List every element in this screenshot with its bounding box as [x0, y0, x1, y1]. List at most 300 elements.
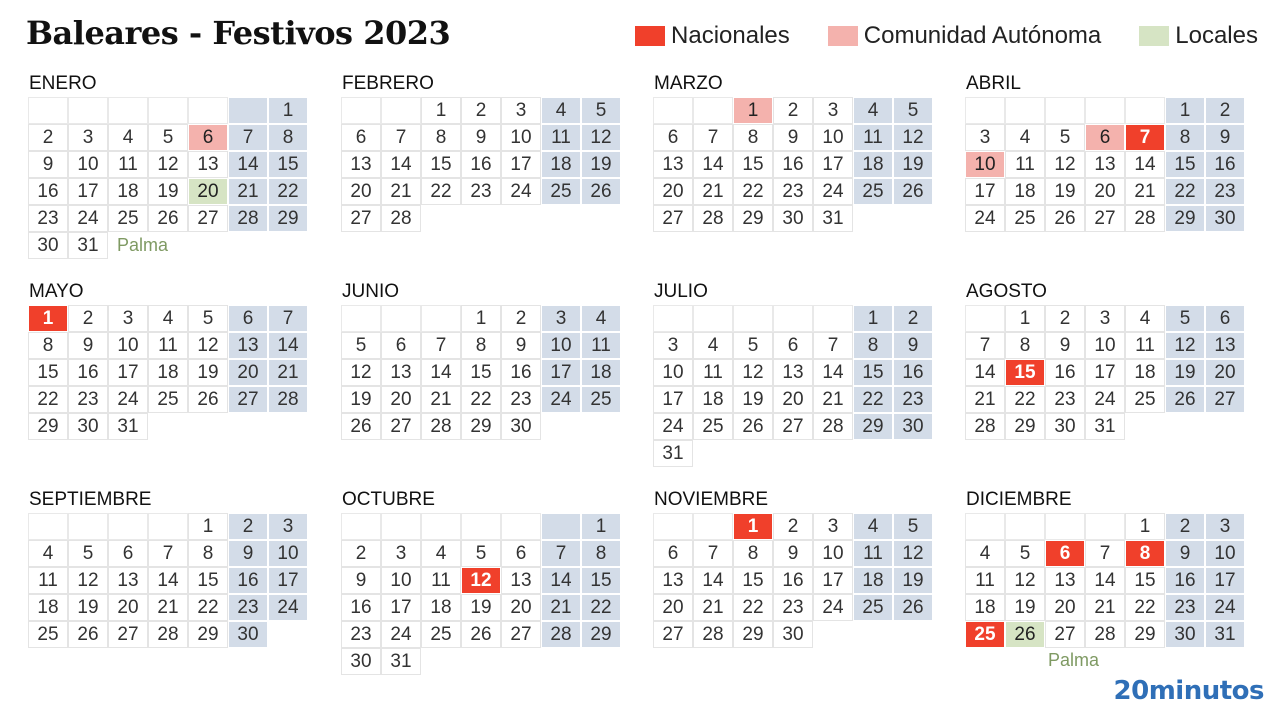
- day-cell: 31: [654, 441, 692, 466]
- empty-cell: [734, 306, 772, 331]
- empty-cell: [694, 514, 732, 539]
- day-cell: 7: [382, 125, 420, 150]
- day-cell: 5: [69, 541, 107, 566]
- day-cell: 14: [694, 152, 732, 177]
- legend-item-comunidad: [828, 22, 1102, 50]
- day-cell: 27: [1206, 387, 1244, 412]
- month-febrero: [342, 72, 632, 231]
- day-cell: 29: [1006, 414, 1044, 439]
- empty-cell: [109, 98, 147, 123]
- empty-cell: [814, 306, 852, 331]
- day-cell: 3: [542, 306, 580, 331]
- day-cell: 29: [29, 414, 67, 439]
- day-cell: 11: [694, 360, 732, 385]
- empty-cell: [1006, 514, 1044, 539]
- day-cell: 17: [269, 568, 307, 593]
- day-cell: 20: [1046, 595, 1084, 620]
- day-cell: 11: [109, 152, 147, 177]
- day-cell: 13: [1086, 152, 1124, 177]
- empty-cell: [109, 514, 147, 539]
- day-cell: 4: [109, 125, 147, 150]
- day-cell: 12: [894, 541, 932, 566]
- legend-item-locales: [1139, 22, 1258, 50]
- holiday-day-cell: 1: [734, 98, 772, 123]
- day-cell: 21: [694, 595, 732, 620]
- day-cell: 10: [542, 333, 580, 358]
- day-cell: 5: [342, 333, 380, 358]
- day-cell: 25: [1126, 387, 1164, 412]
- day-cell: 13: [654, 152, 692, 177]
- day-cell: 3: [814, 514, 852, 539]
- empty-cell: [462, 514, 500, 539]
- day-cell: 22: [1166, 179, 1204, 204]
- day-cell: 9: [774, 125, 812, 150]
- holiday-day-cell: 15: [1006, 360, 1044, 385]
- day-cell: 8: [189, 541, 227, 566]
- day-cell: 22: [1006, 387, 1044, 412]
- month-name: JUNIO: [342, 281, 399, 302]
- day-cell: 24: [502, 179, 540, 204]
- brand-logo: 20minutos: [1113, 676, 1264, 706]
- day-cell: 15: [734, 152, 772, 177]
- day-cell: 19: [462, 595, 500, 620]
- day-cell: 15: [582, 568, 620, 593]
- day-cell: 23: [774, 179, 812, 204]
- day-cell: 23: [1206, 179, 1244, 204]
- day-cell: 25: [854, 179, 892, 204]
- day-cell: 29: [1166, 206, 1204, 231]
- day-cell: 4: [1006, 125, 1044, 150]
- month-name: JULIO: [654, 281, 708, 302]
- day-cell: 31: [814, 206, 852, 231]
- page-title: Baleares - Festivos 2023: [26, 14, 451, 52]
- day-cell: 29: [1126, 622, 1164, 647]
- day-cell: 14: [966, 360, 1004, 385]
- day-cell: 11: [582, 333, 620, 358]
- day-cell: 21: [542, 595, 580, 620]
- day-cell: 11: [854, 125, 892, 150]
- day-cell: 9: [774, 541, 812, 566]
- day-cell: 12: [69, 568, 107, 593]
- day-cell: 16: [774, 152, 812, 177]
- day-cell: 11: [854, 541, 892, 566]
- day-cell: 20: [342, 179, 380, 204]
- day-cell: 6: [654, 541, 692, 566]
- day-cell: 20: [654, 595, 692, 620]
- day-cell: 17: [814, 152, 852, 177]
- day-cell: 2: [29, 125, 67, 150]
- empty-cell: [966, 306, 1004, 331]
- day-cell: 15: [854, 360, 892, 385]
- day-cell: 21: [1126, 179, 1164, 204]
- day-cell: 30: [1046, 414, 1084, 439]
- day-cell: 17: [502, 152, 540, 177]
- day-cell: 5: [734, 333, 772, 358]
- day-cell: 31: [1206, 622, 1244, 647]
- legend-label-nacionales: Nacionales: [671, 22, 790, 49]
- month-agosto: [966, 280, 1256, 439]
- day-cell: 26: [1046, 206, 1084, 231]
- day-cell: 4: [149, 306, 187, 331]
- empty-cell: [342, 514, 380, 539]
- day-cell: 22: [734, 595, 772, 620]
- day-cell: 5: [462, 541, 500, 566]
- day-cell: 11: [966, 568, 1004, 593]
- day-cell: 7: [694, 125, 732, 150]
- empty-cell: [1006, 98, 1044, 123]
- day-cell: 7: [422, 333, 460, 358]
- day-cell: 6: [229, 306, 267, 331]
- day-cell: 12: [342, 360, 380, 385]
- day-cell: 12: [189, 333, 227, 358]
- day-cell: 4: [542, 98, 580, 123]
- day-cell: 26: [342, 414, 380, 439]
- day-cell: 8: [734, 541, 772, 566]
- month-grid: [654, 306, 944, 466]
- day-cell: 6: [774, 333, 812, 358]
- day-cell: 23: [502, 387, 540, 412]
- day-cell: 28: [269, 387, 307, 412]
- day-cell: 3: [1206, 514, 1244, 539]
- day-cell: 1: [1126, 514, 1164, 539]
- day-cell: 30: [774, 206, 812, 231]
- day-cell: 16: [229, 568, 267, 593]
- day-cell: 28: [966, 414, 1004, 439]
- holiday-day-cell: 10: [966, 152, 1004, 177]
- day-cell: 4: [694, 333, 732, 358]
- day-cell: 26: [894, 179, 932, 204]
- day-cell: 13: [654, 568, 692, 593]
- day-cell: 18: [854, 568, 892, 593]
- empty-cell: [654, 514, 692, 539]
- day-cell: 28: [694, 622, 732, 647]
- day-cell: 3: [269, 514, 307, 539]
- day-cell: 12: [149, 152, 187, 177]
- day-cell: 26: [462, 622, 500, 647]
- day-cell: 27: [654, 206, 692, 231]
- legend-item-nacionales: [635, 22, 790, 50]
- day-cell: 24: [382, 622, 420, 647]
- day-cell: 2: [894, 306, 932, 331]
- day-cell: 19: [894, 152, 932, 177]
- day-cell: 29: [269, 206, 307, 231]
- day-cell: 18: [542, 152, 580, 177]
- month-grid: [342, 306, 632, 439]
- day-cell: 18: [582, 360, 620, 385]
- month-grid: [29, 514, 319, 647]
- day-cell: 21: [229, 179, 267, 204]
- day-cell: 10: [382, 568, 420, 593]
- day-cell: 2: [342, 541, 380, 566]
- day-cell: 6: [342, 125, 380, 150]
- day-cell: 27: [502, 622, 540, 647]
- day-cell: 13: [1046, 568, 1084, 593]
- day-cell: 3: [502, 98, 540, 123]
- day-cell: 28: [229, 206, 267, 231]
- day-cell: 28: [814, 414, 852, 439]
- day-cell: 2: [774, 514, 812, 539]
- day-cell: 10: [502, 125, 540, 150]
- empty-cell: [774, 306, 812, 331]
- holiday-day-cell: 12: [462, 568, 500, 593]
- day-cell: 21: [966, 387, 1004, 412]
- day-cell: 28: [1126, 206, 1164, 231]
- day-cell: 21: [149, 595, 187, 620]
- holiday-day-cell: 6: [1046, 541, 1084, 566]
- day-cell: 9: [229, 541, 267, 566]
- day-cell: 8: [854, 333, 892, 358]
- day-cell: 26: [734, 414, 772, 439]
- day-cell: 17: [1206, 568, 1244, 593]
- day-cell: 13: [774, 360, 812, 385]
- day-cell: 26: [1166, 387, 1204, 412]
- holiday-day-cell: 8: [1126, 541, 1164, 566]
- day-cell: 5: [149, 125, 187, 150]
- day-cell: 22: [269, 179, 307, 204]
- day-cell: 5: [894, 98, 932, 123]
- day-cell: 13: [109, 568, 147, 593]
- day-cell: 7: [1086, 541, 1124, 566]
- month-name: FEBRERO: [342, 73, 434, 94]
- day-cell: 7: [149, 541, 187, 566]
- day-cell: 24: [1206, 595, 1244, 620]
- month-name: MAYO: [29, 281, 84, 302]
- day-cell: 11: [149, 333, 187, 358]
- day-cell: 15: [734, 568, 772, 593]
- day-cell: 11: [1126, 333, 1164, 358]
- day-cell: 28: [694, 206, 732, 231]
- day-cell: 15: [189, 568, 227, 593]
- legend-swatch-nacionales: [635, 26, 665, 46]
- holiday-day-cell: 6: [189, 125, 227, 150]
- day-cell: 17: [382, 595, 420, 620]
- empty-cell: [229, 98, 267, 123]
- day-cell: 2: [502, 306, 540, 331]
- empty-cell: [342, 98, 380, 123]
- day-cell: 3: [966, 125, 1004, 150]
- empty-cell: [382, 98, 420, 123]
- day-cell: 13: [502, 568, 540, 593]
- day-cell: 18: [149, 360, 187, 385]
- day-cell: 9: [29, 152, 67, 177]
- empty-cell: [29, 98, 67, 123]
- day-cell: 19: [189, 360, 227, 385]
- day-cell: 1: [582, 514, 620, 539]
- day-cell: 16: [1206, 152, 1244, 177]
- day-cell: 22: [582, 595, 620, 620]
- month-grid: [654, 514, 944, 647]
- day-cell: 31: [109, 414, 147, 439]
- day-cell: 16: [1166, 568, 1204, 593]
- day-cell: 8: [1006, 333, 1044, 358]
- day-cell: 27: [109, 622, 147, 647]
- day-cell: 24: [109, 387, 147, 412]
- day-cell: 1: [269, 98, 307, 123]
- month-mayo: [29, 280, 319, 439]
- legend-swatch-comunidad: [828, 26, 858, 46]
- day-cell: 13: [229, 333, 267, 358]
- holiday-day-cell: 1: [29, 306, 67, 331]
- day-cell: 30: [229, 622, 267, 647]
- day-cell: 28: [422, 414, 460, 439]
- day-cell: 12: [1006, 568, 1044, 593]
- day-cell: 15: [422, 152, 460, 177]
- day-cell: 10: [1086, 333, 1124, 358]
- day-cell: 19: [69, 595, 107, 620]
- holiday-day-cell: 6: [1086, 125, 1124, 150]
- legend-label-locales: Locales: [1175, 22, 1258, 49]
- empty-cell: [1126, 98, 1164, 123]
- day-cell: 20: [774, 387, 812, 412]
- day-cell: 7: [269, 306, 307, 331]
- day-cell: 24: [966, 206, 1004, 231]
- day-cell: 23: [1046, 387, 1084, 412]
- day-cell: 26: [189, 387, 227, 412]
- day-cell: 19: [149, 179, 187, 204]
- empty-cell: [694, 98, 732, 123]
- day-cell: 14: [1086, 568, 1124, 593]
- empty-cell: [966, 98, 1004, 123]
- day-cell: 25: [854, 595, 892, 620]
- empty-cell: [542, 514, 580, 539]
- empty-cell: [29, 514, 67, 539]
- day-cell: 22: [422, 179, 460, 204]
- day-cell: 15: [29, 360, 67, 385]
- day-cell: 24: [654, 414, 692, 439]
- month-abril: [966, 72, 1256, 231]
- day-cell: 4: [582, 306, 620, 331]
- day-cell: 5: [894, 514, 932, 539]
- day-cell: 16: [894, 360, 932, 385]
- day-cell: 8: [582, 541, 620, 566]
- local-holiday-note: Palma: [117, 235, 169, 255]
- month-octubre: [342, 488, 632, 674]
- day-cell: 2: [462, 98, 500, 123]
- day-cell: 9: [894, 333, 932, 358]
- day-cell: 8: [422, 125, 460, 150]
- empty-cell: [1046, 514, 1084, 539]
- day-cell: 8: [29, 333, 67, 358]
- day-cell: 31: [69, 233, 107, 258]
- day-cell: 16: [502, 360, 540, 385]
- day-cell: 18: [29, 595, 67, 620]
- day-cell: 31: [1086, 414, 1124, 439]
- day-cell: 16: [69, 360, 107, 385]
- day-cell: 17: [654, 387, 692, 412]
- day-cell: 29: [734, 622, 772, 647]
- day-cell: 15: [269, 152, 307, 177]
- day-cell: 21: [814, 387, 852, 412]
- day-cell: 11: [29, 568, 67, 593]
- day-cell: 5: [1006, 541, 1044, 566]
- day-cell: 4: [854, 514, 892, 539]
- day-cell: 6: [382, 333, 420, 358]
- day-cell: 22: [189, 595, 227, 620]
- empty-cell: [1046, 98, 1084, 123]
- day-cell: 8: [269, 125, 307, 150]
- day-cell: 9: [1046, 333, 1084, 358]
- day-cell: 19: [582, 152, 620, 177]
- day-cell: 10: [69, 152, 107, 177]
- day-cell: 3: [109, 306, 147, 331]
- day-cell: 9: [1166, 541, 1204, 566]
- day-cell: 3: [69, 125, 107, 150]
- day-cell: 20: [109, 595, 147, 620]
- day-cell: 23: [229, 595, 267, 620]
- day-cell: 25: [542, 179, 580, 204]
- day-cell: 19: [342, 387, 380, 412]
- day-cell: 14: [382, 152, 420, 177]
- day-cell: 29: [462, 414, 500, 439]
- month-name: ENERO: [29, 73, 97, 94]
- day-cell: 25: [29, 622, 67, 647]
- day-cell: 16: [462, 152, 500, 177]
- empty-cell: [694, 306, 732, 331]
- month-enero: [29, 72, 319, 258]
- month-noviembre: [654, 488, 944, 647]
- day-cell: 7: [694, 541, 732, 566]
- day-cell: 20: [654, 179, 692, 204]
- day-cell: 29: [189, 622, 227, 647]
- day-cell: 12: [1046, 152, 1084, 177]
- day-cell: 21: [269, 360, 307, 385]
- empty-cell: [342, 306, 380, 331]
- month-grid: [966, 514, 1256, 647]
- day-cell: 17: [1086, 360, 1124, 385]
- day-cell: 27: [1046, 622, 1084, 647]
- day-cell: 29: [734, 206, 772, 231]
- holiday-day-cell: 1: [734, 514, 772, 539]
- day-cell: 7: [966, 333, 1004, 358]
- day-cell: 22: [734, 179, 772, 204]
- month-grid: [342, 98, 632, 231]
- day-cell: 9: [462, 125, 500, 150]
- empty-cell: [654, 306, 692, 331]
- day-cell: 19: [1006, 595, 1044, 620]
- empty-cell: [149, 98, 187, 123]
- empty-cell: [149, 514, 187, 539]
- month-name: NOVIEMBRE: [654, 489, 769, 510]
- day-cell: 28: [382, 206, 420, 231]
- day-cell: 14: [1126, 152, 1164, 177]
- day-cell: 10: [1206, 541, 1244, 566]
- day-cell: 20: [229, 360, 267, 385]
- day-cell: 6: [502, 541, 540, 566]
- day-cell: 7: [814, 333, 852, 358]
- day-cell: 15: [462, 360, 500, 385]
- day-cell: 12: [582, 125, 620, 150]
- day-cell: 1: [1166, 98, 1204, 123]
- day-cell: 21: [694, 179, 732, 204]
- day-cell: 24: [69, 206, 107, 231]
- day-cell: 8: [462, 333, 500, 358]
- day-cell: 29: [854, 414, 892, 439]
- day-cell: 12: [1166, 333, 1204, 358]
- month-name: OCTUBRE: [342, 489, 435, 510]
- day-cell: 6: [109, 541, 147, 566]
- empty-cell: [966, 514, 1004, 539]
- day-cell: 14: [814, 360, 852, 385]
- day-cell: 11: [1006, 152, 1044, 177]
- day-cell: 23: [69, 387, 107, 412]
- empty-cell: [502, 514, 540, 539]
- day-cell: 19: [1166, 360, 1204, 385]
- day-cell: 24: [1086, 387, 1124, 412]
- day-cell: 16: [774, 568, 812, 593]
- day-cell: 10: [109, 333, 147, 358]
- day-cell: 16: [29, 179, 67, 204]
- day-cell: 22: [462, 387, 500, 412]
